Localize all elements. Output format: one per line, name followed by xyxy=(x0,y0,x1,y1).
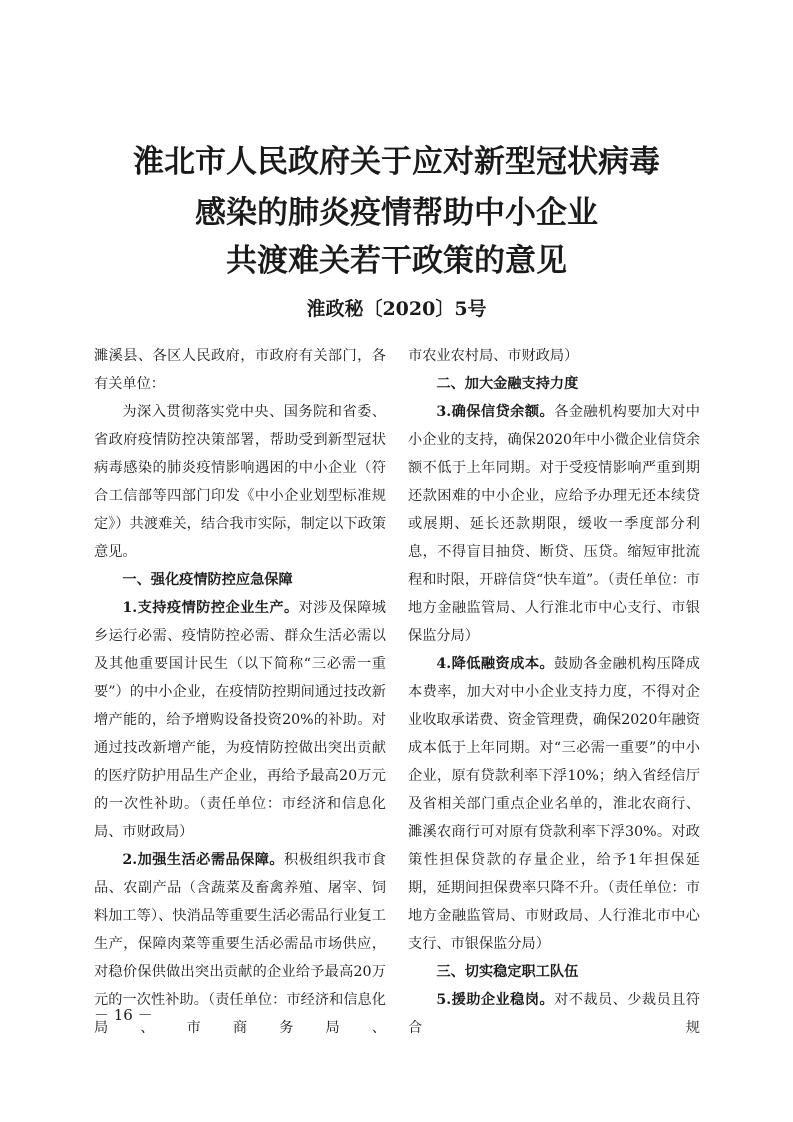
document-title-line-3: 共渡难关若干政策的意见 xyxy=(226,243,567,279)
section-heading-2: 二、加大金融支持力度 xyxy=(436,376,579,392)
policy-item-4-body: 鼓励各金融机构压降成本费率，加大对中小企业支持力度，不得对企业收取承诺费、资金管理费，确保2020年融资成本低于上年同期。对“三必需一重要”的中小企业，原有贷款利率下浮10%；纳入省经信厅及省相关部门重点企业名单的，淮北农商行、濉溪农商行可对原有贷款利率下浮30%。对政策性担保贷款的存量企业，给予1年担保延期，延期间担保费率只降不升。（责任单位：市地方金融监管局、市财政局、人行淮北市中心支行、市银保监分局） xyxy=(408,656,700,952)
right-column xyxy=(408,342,700,1042)
continuation-text: 市农业农村局、市财政局） xyxy=(408,348,579,364)
policy-item-4-lead: 4.降低融资成本。 xyxy=(436,656,555,672)
policy-item-5 xyxy=(408,986,700,1042)
policy-item-2-lead: 2.加强生活必需品保障。 xyxy=(122,852,284,868)
document-title-line-1: 淮北市人民政府关于应对新型冠状病毒 xyxy=(133,144,660,180)
policy-item-3-lead: 3.确保信贷余额。 xyxy=(436,404,555,420)
policy-item-1-body: 对涉及保障城乡运行必需、疫情防控必需、群众生活必需以及其他重要国计民生（以下简称“三必需一重要”）的中小企业，在疫情防控期间通过技改新增产能的，给予增购设备投资20%的补助。对通过技改新增产能，为疫情防控做出突出贡献的医疗防护用品生产企业，再给予最高20万元的一次性补助。（责任单位：市经济和信息化局、市财政局） xyxy=(94,600,386,840)
policy-item-1-lead: 1.支持疫情防控企业生产。 xyxy=(122,600,299,616)
policy-item-4 xyxy=(408,650,700,958)
policy-item-5-body: 对不裁员、少裁员且符合规 xyxy=(408,992,700,1036)
left-column xyxy=(94,342,386,1042)
policy-item-2-body: 积极组织我市食品、农副产品（含蔬菜及畜禽养殖、屠宰、饲料加工等）、快消品等重要生活必需品行业复工生产，保障肉菜等重要生活必需品市场供应，对稳价保供做出突出贡献的企业给予最高20万元的一次性补助。（责任单位：市经济和信息化局、市商务局、 xyxy=(94,852,386,1036)
intro-paragraph: 为深入贯彻落实党中央、国务院和省委、省政府疫情防控决策部署，帮助受到新型冠状病毒感染的肺炎疫情影响遇困的中小企业（符合工信部等四部门印发《中小企业划型标准规定》）共渡难关，结合我市实际，制定以下政策意见。 xyxy=(94,404,386,560)
policy-item-1 xyxy=(94,594,386,846)
document-number: 淮政秘〔2020〕5号 xyxy=(306,298,487,320)
section-heading-1: 一、强化疫情防控应急保障 xyxy=(122,572,293,588)
addressee: 濉溪县、各区人民政府，市政府有关部门，各有关单位： xyxy=(94,348,386,392)
policy-item-5-lead: 5.援助企业稳岗。 xyxy=(436,992,555,1008)
policy-item-3 xyxy=(408,398,700,650)
policy-item-3-body: 各金融机构要加大对中小企业的支持，确保2020年中小微企业信贷余额不低于上年同期。对于受疫情影响严重到期还款困难的中小企业，应给予办理无还本续贷或展期、延长还款期限，缓收一季度部分利息，不得盲目抽贷、断贷、压贷。缩短审批流程和时限，开辟信贷“快车道”。（责任单位：市地方金融监管局、人行淮北市中心支行、市银保监分局） xyxy=(408,404,700,644)
page-number: － 16 － xyxy=(94,1006,153,1024)
document-title-line-2: 感染的肺炎疫情帮助中小企业 xyxy=(195,195,598,231)
section-heading-3: 三、切实稳定职工队伍 xyxy=(436,964,579,980)
